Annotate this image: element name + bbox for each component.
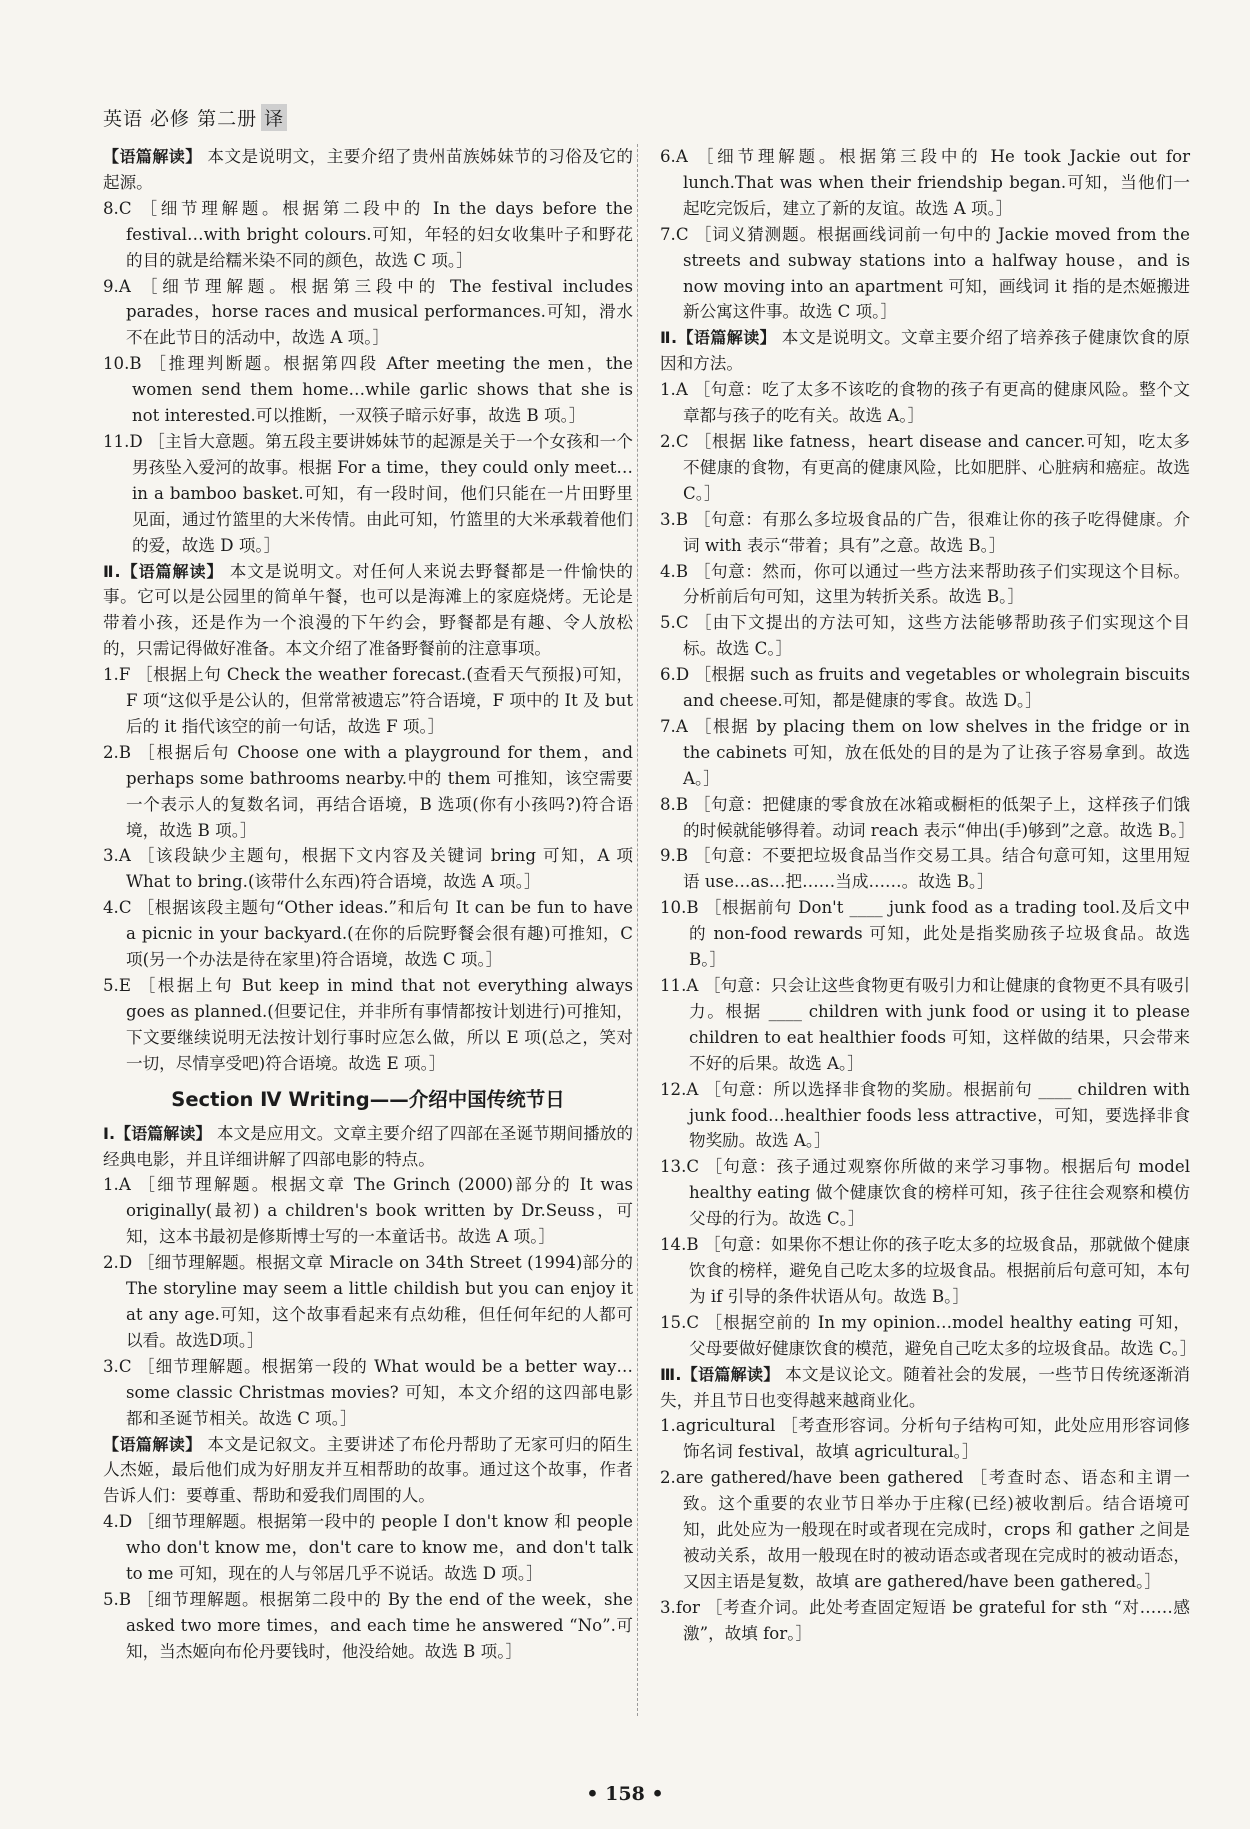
passage-summary (103, 144, 633, 196)
page-number: • 158 • (586, 1783, 664, 1805)
left-column (103, 144, 633, 1665)
passage-summary (660, 1362, 1190, 1414)
summary-text: 本文是记叙文。主要讲述了布伦丹帮助了无家可归的陌生人杰姬，最后他们成为好朋友并互相帮助的故事。通过这个故事，作者告诉人们：要尊重、帮助和爱我们周围的人。 (103, 1434, 633, 1506)
answer-item: 2.D ［细节理解题。根据文章 Miracle on 34th Street (1994)部分的 The storyline may seem a little childish but you can enjoy it at any age.可知，这个故事看起来有点幼稚，但任何年纪的人都可以看。故选D项。］ (103, 1253, 633, 1350)
passage-summary (103, 1121, 633, 1173)
answer-item: 11.D ［主旨大意题。第五段主要讲姊妹节的起源是关于一个女孩和一个男孩坠入爱河的故事。根据 For a time，they could only meet…in a bamboo basket.可知，有一段时间，他们只能在一片田野里见面，通过竹篮里的大米传情。由此可知，竹篮里的大米承载着他们的爱，故选 D 项。］ (103, 431, 633, 555)
answer-item: 8.C ［细节理解题。根据第二段中的 In the days before the festival…with bright colours.可知，年轻的妇女收集叶子和野花的目的就是给糯米染不同的颜色，故选 C 项。］ (103, 198, 633, 270)
summary-text: 本文是议论文。随着社会的发展，一些节日传统逐渐消失，并且节日也变得越来越商业化。 (660, 1364, 1190, 1410)
header-tag: 译 (261, 104, 287, 131)
answer-item: 4.B ［句意：然而，你可以通过一些方法来帮助孩子们实现这个目标。分析前后句可知，这里为转折关系。故选 B。］ (660, 561, 1190, 607)
summary-label: 【语篇解读】 (103, 147, 202, 166)
answer-item: 10.B ［根据前句 Don't ____ junk food as a trading tool.及后文中的 non-food rewards 可知，此处是指奖励孩子垃圾食品。故选 B。］ (660, 898, 1190, 970)
summary-text: 本文是说明文，主要介绍了贵州苗族姊妹节的习俗及它的起源。 (103, 147, 633, 192)
answer-item: 3.B ［句意：有那么多垃圾食品的广告，很难让你的孩子吃得健康。介词 with 表示“带着；具有”之意。故选 B。］ (660, 509, 1190, 555)
right-column (660, 144, 1197, 1647)
summary-label: Ⅲ.【语篇解读】 (660, 1364, 780, 1384)
answer-item: 4.D ［细节理解题。根据第一段中的 people I don't know 和 people who don't know me，don't care to know me，and don't talk to me 可知，现在的人与邻居几乎不说话。故选 D 项。］ (103, 1512, 633, 1584)
answer-item: 9.B ［句意：不要把垃圾食品当作交易工具。结合句意可知，这里用短语 use…as…把……当成……。故选 B。］ (660, 846, 1190, 892)
answer-item: 5.B ［细节理解题。根据第二段中的 By the end of the week，she asked two more times，and each time he answered “No”.可知，当杰姬向布伦丹要钱时，他没给她。故选 B 项。］ (103, 1589, 633, 1661)
answer-item: 1.agricultural ［考查形容词。分析句子结构可知，此处应用形容词修饰名词 festival，故填 agricultural。］ (660, 1416, 1190, 1462)
answer-item: 3.A ［该段缺少主题句，根据下文内容及关键词 bring 可知，A 项 What to bring.(该带什么东西)符合语境，故选 A 项。］ (103, 846, 633, 892)
answer-item: 2.C ［根据 like fatness，heart disease and cancer.可知，吃太多不健康的食物，有更高的健康风险，比如肥胖、心脏病和癌症。故选 C。］ (660, 431, 1190, 503)
passage-summary (103, 559, 633, 663)
passage-summary (103, 1432, 633, 1510)
section-heading: Section Ⅳ Writing——介绍中国传统节日 (171, 1087, 565, 1111)
running-header (103, 104, 287, 131)
answer-item: 6.D ［根据 such as fruits and vegetables or wholegrain biscuits and cheese.可知，都是健康的零食。故选 D。］ (660, 665, 1190, 711)
header-title: 英语 必修 第二册 (103, 108, 258, 130)
answer-item: 11.A ［句意：只会让这些食物更有吸引力和让健康的食物更不具有吸引力。根据 ____ children with junk food or using it to please children to eat healthier foods 可知，这样做的结果，只会带来不好的后果。故选 A。］ (660, 976, 1190, 1073)
summary-label: 【语篇解读】 (103, 1434, 202, 1454)
answer-item: 15.C ［根据空前的 In my opinion…model healthy eating 可知，父母要做好健康饮食的模范，避免自己吃太多的垃圾食品。故选 C。］ (660, 1312, 1197, 1358)
answer-item: 5.C ［由下文提出的方法可知，这些方法能够帮助孩子们实现这个目标。故选 C。］ (660, 613, 1190, 659)
answer-item: 3.for ［考查介词。此处考查固定短语 be grateful for sth “对……感激”，故填 for。］ (660, 1597, 1190, 1643)
answer-item: 7.A ［根据 by placing them on low shelves in the fridge or in the cabinets 可知，放在低处的目的是为了让孩子容易拿到。故选 A。］ (660, 716, 1190, 788)
summary-text: 本文是应用文。文章主要介绍了四部在圣诞节期间播放的经典电影，并且详细讲解了四部电影的特点。 (103, 1123, 633, 1169)
answer-item: 7.C ［词义猜测题。根据画线词前一句中的 Jackie moved from the streets and subway stations into a halfway house，and is now moving into an apartment 可知，画线词 it 指的是杰姬搬进新公寓这件事。故选 C 项。］ (660, 224, 1190, 322)
answer-item: 13.C ［句意：孩子通过观察你所做的来学习事物。根据后句 model healthy eating 做个健康饮食的榜样可知，孩子往往会观察和模仿父母的行为。故选 C。］ (660, 1157, 1190, 1229)
summary-label: Ⅰ.【语篇解读】 (103, 1123, 212, 1143)
answer-item: 14.B ［句意：如果你不想让你的孩子吃太多的垃圾食品，那就做个健康饮食的榜样，避免自己吃太多的垃圾食品。根据前后句意可知，本句为 if 引导的条件状语从句。故选 B。］ (660, 1235, 1190, 1306)
summary-label: Ⅱ.【语篇解读】 (103, 561, 224, 581)
answer-item: 2.B ［根据后句 Choose one with a playground for them，and perhaps some bathrooms nearby.中的 them 可推知，该空需要一个表示人的复数名词，再结合语境，B 选项(你有小孩吗?)符合语境，故选 B 项。］ (103, 742, 633, 840)
answer-item: 1.F ［根据上句 Check the weather forecast.(查看天气预报)可知，F 项“这似乎是公认的，但常常被遗忘”符合语境，F 项中的 It 及 but 后的 it 指代该空的前一句话，故选 F 项。］ (103, 665, 633, 736)
column-divider (637, 144, 638, 1716)
answer-item: 6.A ［细节理解题。根据第三段中的 He took Jackie out for lunch.That was when their friendship began.可知，当他们一起吃完饭后，建立了新的友谊。故选 A 项。］ (660, 147, 1190, 218)
answer-item: 10.B ［推理判断题。根据第四段 After meeting the men，the women send them home…while garlic shows that she is not interested.可以推断，一双筷子暗示好事，故选 B 项。］ (103, 354, 633, 426)
answer-item: 3.C ［细节理解题。根据第一段的 What would be a better way…some classic Christmas movies? 可知，本文介绍的这四部电影都和圣诞节相关。故选 C 项。］ (103, 1356, 633, 1428)
answer-item: 1.A ［句意：吃了太多不该吃的食物的孩子有更高的健康风险。整个文章都与孩子的吃有关。故选 A。］ (660, 380, 1190, 426)
answer-item: 9.A ［细节理解题。根据第三段中的 The festival includes parades，horse races and musical performances.可知，滑水不在此节日的活动中，故选 A 项。］ (103, 276, 633, 348)
answer-item: 12.A ［句意：所以选择非食物的奖励。根据前句 ____ children with junk food…healthier foods less attractive，可知，要选择非食物奖励。故选 A。］ (660, 1079, 1190, 1151)
answer-item: 4.C ［根据该段主题句“Other ideas.”和后句 It can be fun to have a picnic in your backyard.(在你的后院野餐会很有趣)可推知，C 项(另一个办法是待在家里)符合语境，故选 C 项。］ (103, 898, 633, 970)
answer-item: 1.A ［细节理解题。根据文章 The Grinch (2000)部分的 It was originally(最初) a children's book written by Dr.Seuss，可知，这本书最初是修斯博士写的一本童话书。故选 A 项。］ (103, 1175, 633, 1247)
summary-text: 本文是说明文。对任何人来说去野餐都是一件愉快的事。它可以是公园里的简单午餐，也可以是海滩上的家庭烧烤。无论是带着小孩，还是作为一个浪漫的下午约会，野餐都是有趣、令人放松的，只需记得做好准备。本文介绍了准备野餐前的注意事项。 (103, 561, 633, 659)
answer-item: 8.B ［句意：把健康的零食放在冰箱或橱柜的低架子上，这样孩子们饿的时候就能够得着。动词 reach 表示“伸出(手)够到”之意。故选 B。］ (660, 794, 1196, 840)
answer-item: 2.are gathered/have been gathered ［考查时态、语态和主谓一致。这个重要的农业节日举办于庄稼(已经)被收割后。结合语境可知，此处应为一般现在时或者现在完成时，crops 和 gather 之间是被动关系，故用一般现在时的被动语态或者现在完成时的被动语态，又因主语是复数，故填 are gathered/have been gathered。］ (660, 1468, 1190, 1591)
summary-label: Ⅱ.【语篇解读】 (660, 328, 777, 348)
answer-item: 5.E ［根据上句 But keep in mind that not everything always goes as planned.(但要记住，并非所有事情都按计划进行)可推知，下文要继续说明无法按计划行事时应怎么做，所以 E 项(总之，笑对一切，尽情享受吧)符合语境。故选 E 项。］ (103, 976, 633, 1073)
passage-summary (660, 325, 1190, 377)
summary-text: 本文是说明文。文章主要介绍了培养孩子健康饮食的原因和方法。 (660, 328, 1190, 374)
